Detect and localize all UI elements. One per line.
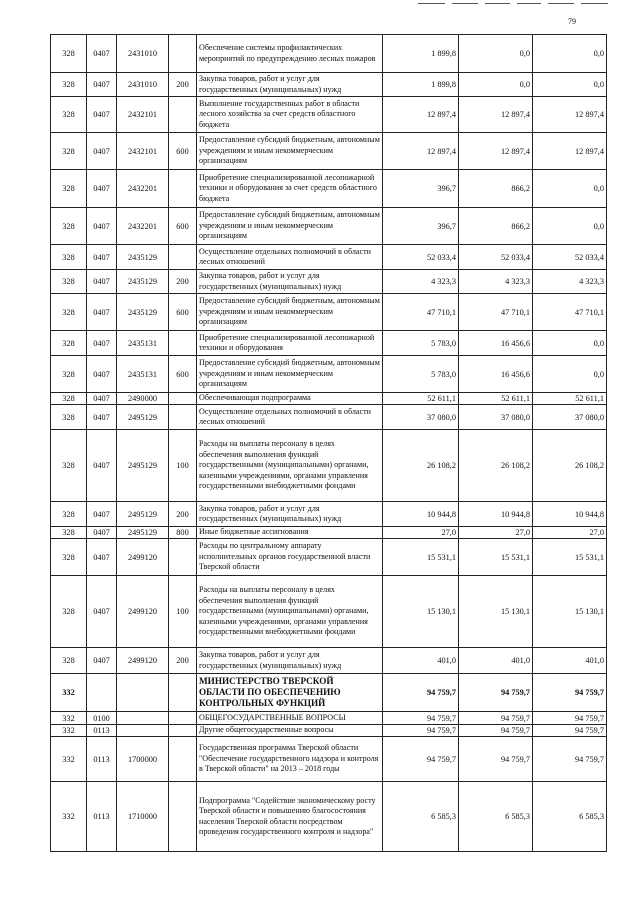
target-code-cell: 2432201 <box>117 170 169 208</box>
budget-table <box>50 34 607 852</box>
value-col-3-cell: 6 585,3 <box>533 782 607 852</box>
value-col-2-cell: 94 759,7 <box>459 737 533 782</box>
value-col-3-cell: 0,0 <box>533 35 607 73</box>
section-code-cell: 0407 <box>87 539 117 576</box>
ved-code-cell: 328 <box>51 208 87 245</box>
value-col-1-cell: 94 759,7 <box>383 725 459 737</box>
target-code-cell: 2499120 <box>117 539 169 576</box>
value-col-2-cell: 52 033,4 <box>459 245 533 270</box>
section-code-cell: 0113 <box>87 725 117 737</box>
target-code-cell: 2435129 <box>117 245 169 270</box>
value-col-3-cell: 0,0 <box>533 73 607 97</box>
value-col-2-cell: 866,2 <box>459 170 533 208</box>
value-col-3-cell: 27,0 <box>533 527 607 539</box>
table-row <box>51 576 607 648</box>
ved-code-cell: 328 <box>51 502 87 527</box>
value-col-1-cell: 94 759,7 <box>383 737 459 782</box>
table-row <box>51 331 607 356</box>
page-number: 79 <box>568 17 576 26</box>
table-row <box>51 356 607 393</box>
ved-code-cell: 332 <box>51 782 87 852</box>
target-code-cell: 1700000 <box>117 737 169 782</box>
value-col-1-cell: 5 783,0 <box>383 356 459 393</box>
expense-type-code-cell: 600 <box>169 294 197 331</box>
target-code-cell: 2499120 <box>117 576 169 648</box>
table-row <box>51 737 607 782</box>
value-col-2-cell: 10 944,8 <box>459 502 533 527</box>
table-row <box>51 430 607 502</box>
expense-type-code-cell: 200 <box>169 648 197 674</box>
table-row <box>51 294 607 331</box>
value-col-1-cell: 27,0 <box>383 527 459 539</box>
expense-type-code-cell <box>169 712 197 725</box>
value-col-1-cell: 15 531,1 <box>383 539 459 576</box>
expense-type-code-cell: 800 <box>169 527 197 539</box>
ved-code-cell: 328 <box>51 331 87 356</box>
target-code-cell <box>117 674 169 712</box>
expense-type-code-cell <box>169 674 197 712</box>
value-col-1-cell: 1 899,8 <box>383 35 459 73</box>
ved-code-cell: 328 <box>51 430 87 502</box>
target-code-cell: 2431010 <box>117 35 169 73</box>
section-code-cell: 0407 <box>87 430 117 502</box>
section-code-cell: 0113 <box>87 737 117 782</box>
expense-type-code-cell <box>169 782 197 852</box>
description-cell: Иные бюджетные ассигнования <box>197 527 383 539</box>
ved-code-cell: 328 <box>51 356 87 393</box>
value-col-2-cell: 52 611,1 <box>459 393 533 405</box>
value-col-3-cell: 37 080,0 <box>533 405 607 430</box>
expense-type-code-cell <box>169 725 197 737</box>
section-code-cell: 0407 <box>87 208 117 245</box>
target-code-cell: 2495129 <box>117 430 169 502</box>
value-col-3-cell: 12 897,4 <box>533 133 607 170</box>
expense-type-code-cell: 600 <box>169 133 197 170</box>
ved-code-cell: 328 <box>51 648 87 674</box>
section-code-cell <box>87 674 117 712</box>
ved-code-cell: 328 <box>51 576 87 648</box>
ved-code-cell: 332 <box>51 737 87 782</box>
value-col-1-cell: 396,7 <box>383 208 459 245</box>
table-row <box>51 405 607 430</box>
value-col-2-cell: 16 456,6 <box>459 331 533 356</box>
top-rule-4 <box>517 3 541 4</box>
table-row <box>51 133 607 170</box>
table-row <box>51 270 607 294</box>
table-row <box>51 73 607 97</box>
section-code-cell: 0407 <box>87 648 117 674</box>
value-col-1-cell: 12 897,4 <box>383 97 459 133</box>
value-col-2-cell: 94 759,7 <box>459 674 533 712</box>
table-row <box>51 539 607 576</box>
top-rule-6 <box>581 3 608 4</box>
value-col-2-cell: 37 080,0 <box>459 405 533 430</box>
section-code-cell: 0407 <box>87 73 117 97</box>
table-row <box>51 393 607 405</box>
value-col-3-cell: 0,0 <box>533 356 607 393</box>
description-cell: Обеспечение системы профилактических мероприятий по предупреждению лесных пожаров <box>197 35 383 73</box>
section-code-cell: 0407 <box>87 294 117 331</box>
ved-code-cell: 328 <box>51 73 87 97</box>
ved-code-cell: 328 <box>51 393 87 405</box>
description-cell: Закупка товаров, работ и услуг для государственных (муниципальных) нужд <box>197 502 383 527</box>
value-col-3-cell: 26 108,2 <box>533 430 607 502</box>
value-col-3-cell: 0,0 <box>533 170 607 208</box>
value-col-3-cell: 52 611,1 <box>533 393 607 405</box>
value-col-1-cell: 37 080,0 <box>383 405 459 430</box>
table-row <box>51 712 607 725</box>
ved-code-cell: 328 <box>51 270 87 294</box>
value-col-2-cell: 47 710,1 <box>459 294 533 331</box>
section-code-cell: 0407 <box>87 133 117 170</box>
section-code-cell: 0407 <box>87 245 117 270</box>
ved-code-cell: 332 <box>51 725 87 737</box>
value-col-2-cell: 27,0 <box>459 527 533 539</box>
description-cell: Расходы по центральному аппарату исполнительных органов государственной власти Тверской области <box>197 539 383 576</box>
value-col-2-cell: 12 897,4 <box>459 97 533 133</box>
expense-type-code-cell: 100 <box>169 576 197 648</box>
section-code-cell: 0407 <box>87 97 117 133</box>
target-code-cell: 2435131 <box>117 356 169 393</box>
value-col-3-cell: 12 897,4 <box>533 97 607 133</box>
description-cell: Предоставление субсидий бюджетным, автономным учреждениям и иным некоммерческим организациям <box>197 294 383 331</box>
description-cell: Другие общегосударственные вопросы <box>197 725 383 737</box>
value-col-3-cell: 52 033,4 <box>533 245 607 270</box>
target-code-cell <box>117 725 169 737</box>
section-code-cell: 0407 <box>87 331 117 356</box>
value-col-1-cell: 52 611,1 <box>383 393 459 405</box>
value-col-2-cell: 94 759,7 <box>459 725 533 737</box>
table-row <box>51 97 607 133</box>
value-col-2-cell: 401,0 <box>459 648 533 674</box>
value-col-2-cell: 94 759,7 <box>459 712 533 725</box>
expense-type-code-cell <box>169 35 197 73</box>
top-rule-3 <box>485 3 510 4</box>
description-cell: МИНИСТЕРСТВО ТВЕРСКОЙ ОБЛАСТИ ПО ОБЕСПЕЧЕНИЮ КОНТРОЛЬНЫХ ФУНКЦИЙ <box>197 674 383 712</box>
section-code-cell: 0407 <box>87 527 117 539</box>
description-cell: Приобретение специализированной лесопожарной техники и оборудования за счет средств областного бюджета <box>197 170 383 208</box>
value-col-3-cell: 94 759,7 <box>533 737 607 782</box>
section-code-cell: 0407 <box>87 170 117 208</box>
description-cell: Расходы на выплаты персоналу в целях обеспечения выполнения функций государственными (муниципальными) органами, казенными учреждениями, органами управления государственными внебюджетными фондами <box>197 430 383 502</box>
expense-type-code-cell: 600 <box>169 356 197 393</box>
ved-code-cell: 328 <box>51 170 87 208</box>
top-rule-2 <box>452 3 478 4</box>
value-col-3-cell: 15 531,1 <box>533 539 607 576</box>
value-col-1-cell: 6 585,3 <box>383 782 459 852</box>
description-cell: Осуществление отдельных полномочий в области лесных отношений <box>197 245 383 270</box>
section-code-cell: 0407 <box>87 270 117 294</box>
value-col-3-cell: 94 759,7 <box>533 725 607 737</box>
description-cell: Предоставление субсидий бюджетным, автономным учреждениям и иным некоммерческим организациям <box>197 356 383 393</box>
value-col-2-cell: 15 130,1 <box>459 576 533 648</box>
value-col-2-cell: 16 456,6 <box>459 356 533 393</box>
description-cell: Подпрограмма "Содействие экономическому росту Тверской области и повышению благосостояния населения Тверской области посредством проведения государственного контроля и надзора" <box>197 782 383 852</box>
value-col-3-cell: 0,0 <box>533 208 607 245</box>
value-col-1-cell: 4 323,3 <box>383 270 459 294</box>
value-col-2-cell: 4 323,3 <box>459 270 533 294</box>
expense-type-code-cell <box>169 245 197 270</box>
table-row <box>51 245 607 270</box>
expense-type-code-cell <box>169 331 197 356</box>
table-row <box>51 502 607 527</box>
section-code-cell: 0407 <box>87 35 117 73</box>
section-code-cell: 0407 <box>87 356 117 393</box>
section-code-cell: 0100 <box>87 712 117 725</box>
target-code-cell: 2432201 <box>117 208 169 245</box>
value-col-1-cell: 10 944,8 <box>383 502 459 527</box>
ved-code-cell: 328 <box>51 527 87 539</box>
ved-code-cell: 328 <box>51 294 87 331</box>
target-code-cell: 2431010 <box>117 73 169 97</box>
ved-code-cell: 328 <box>51 245 87 270</box>
value-col-2-cell: 15 531,1 <box>459 539 533 576</box>
ved-code-cell: 332 <box>51 712 87 725</box>
ved-code-cell: 328 <box>51 539 87 576</box>
table-row <box>51 782 607 852</box>
target-code-cell: 2432101 <box>117 133 169 170</box>
expense-type-code-cell: 200 <box>169 270 197 294</box>
description-cell: Осуществление отдельных полномочий в области лесных отношений <box>197 405 383 430</box>
target-code-cell: 2435129 <box>117 294 169 331</box>
description-cell: Закупка товаров, работ и услуг для государственных (муниципальных) нужд <box>197 648 383 674</box>
table-row <box>51 648 607 674</box>
target-code-cell: 2495129 <box>117 502 169 527</box>
target-code-cell: 2495129 <box>117 527 169 539</box>
table-row <box>51 527 607 539</box>
top-rule-5 <box>548 3 574 4</box>
value-col-2-cell: 0,0 <box>459 35 533 73</box>
value-col-1-cell: 26 108,2 <box>383 430 459 502</box>
target-code-cell: 2495129 <box>117 405 169 430</box>
expense-type-code-cell <box>169 539 197 576</box>
value-col-3-cell: 10 944,8 <box>533 502 607 527</box>
value-col-3-cell: 401,0 <box>533 648 607 674</box>
expense-type-code-cell <box>169 737 197 782</box>
description-cell: ОБЩЕГОСУДАРСТВЕННЫЕ ВОПРОСЫ <box>197 712 383 725</box>
value-col-1-cell: 94 759,7 <box>383 674 459 712</box>
value-col-3-cell: 4 323,3 <box>533 270 607 294</box>
section-code-cell: 0407 <box>87 576 117 648</box>
description-cell: Расходы на выплаты персоналу в целях обеспечения выполнения функций государственными (муниципальными) органами, казенными учреждениями, органами управления государственными внебюджетными фондами <box>197 576 383 648</box>
description-cell: Предоставление субсидий бюджетным, автономным учреждениям и иным некоммерческим организациям <box>197 133 383 170</box>
ved-code-cell: 328 <box>51 35 87 73</box>
value-col-2-cell: 6 585,3 <box>459 782 533 852</box>
table-row <box>51 170 607 208</box>
expense-type-code-cell <box>169 393 197 405</box>
value-col-1-cell: 5 783,0 <box>383 331 459 356</box>
value-col-2-cell: 12 897,4 <box>459 133 533 170</box>
description-cell: Предоставление субсидий бюджетным, автономным учреждениям и иным некоммерческим организациям <box>197 208 383 245</box>
value-col-1-cell: 396,7 <box>383 170 459 208</box>
value-col-1-cell: 47 710,1 <box>383 294 459 331</box>
description-cell: Выполнение государственных работ в области лесного хозяйства за счет средств областного бюджета <box>197 97 383 133</box>
ved-code-cell: 332 <box>51 674 87 712</box>
table-row <box>51 35 607 73</box>
section-code-cell: 0407 <box>87 405 117 430</box>
expense-type-code-cell: 200 <box>169 502 197 527</box>
table-row <box>51 674 607 712</box>
expense-type-code-cell: 100 <box>169 430 197 502</box>
target-code-cell: 2499120 <box>117 648 169 674</box>
target-code-cell: 2435131 <box>117 331 169 356</box>
value-col-3-cell: 94 759,7 <box>533 712 607 725</box>
target-code-cell: 2432101 <box>117 97 169 133</box>
expense-type-code-cell: 200 <box>169 73 197 97</box>
ved-code-cell: 328 <box>51 97 87 133</box>
value-col-3-cell: 0,0 <box>533 331 607 356</box>
value-col-1-cell: 401,0 <box>383 648 459 674</box>
description-cell: Обеспечивающая подпрограмма <box>197 393 383 405</box>
ved-code-cell: 328 <box>51 405 87 430</box>
expense-type-code-cell <box>169 170 197 208</box>
value-col-1-cell: 1 899,8 <box>383 73 459 97</box>
value-col-3-cell: 94 759,7 <box>533 674 607 712</box>
section-code-cell: 0407 <box>87 502 117 527</box>
ved-code-cell: 328 <box>51 133 87 170</box>
expense-type-code-cell <box>169 97 197 133</box>
description-cell: Закупка товаров, работ и услуг для государственных (муниципальных) нужд <box>197 73 383 97</box>
value-col-2-cell: 26 108,2 <box>459 430 533 502</box>
target-code-cell <box>117 712 169 725</box>
value-col-2-cell: 0,0 <box>459 73 533 97</box>
table-row <box>51 208 607 245</box>
value-col-2-cell: 866,2 <box>459 208 533 245</box>
value-col-1-cell: 12 897,4 <box>383 133 459 170</box>
table-row <box>51 725 607 737</box>
section-code-cell: 0407 <box>87 393 117 405</box>
table-body <box>51 35 607 852</box>
top-rule-1 <box>418 3 445 4</box>
description-cell: Приобретение специализированной лесопожарной техники и оборудования <box>197 331 383 356</box>
expense-type-code-cell <box>169 405 197 430</box>
description-cell: Государственная программа Тверской области "Обеспечение государственного надзора и контроля в Тверской области" на 2013 – 2018 годы <box>197 737 383 782</box>
value-col-1-cell: 15 130,1 <box>383 576 459 648</box>
target-code-cell: 2435129 <box>117 270 169 294</box>
expense-type-code-cell: 600 <box>169 208 197 245</box>
value-col-3-cell: 47 710,1 <box>533 294 607 331</box>
section-code-cell: 0113 <box>87 782 117 852</box>
value-col-1-cell: 94 759,7 <box>383 712 459 725</box>
target-code-cell: 2490000 <box>117 393 169 405</box>
value-col-3-cell: 15 130,1 <box>533 576 607 648</box>
description-cell: Закупка товаров, работ и услуг для государственных (муниципальных) нужд <box>197 270 383 294</box>
target-code-cell: 1710000 <box>117 782 169 852</box>
value-col-1-cell: 52 033,4 <box>383 245 459 270</box>
